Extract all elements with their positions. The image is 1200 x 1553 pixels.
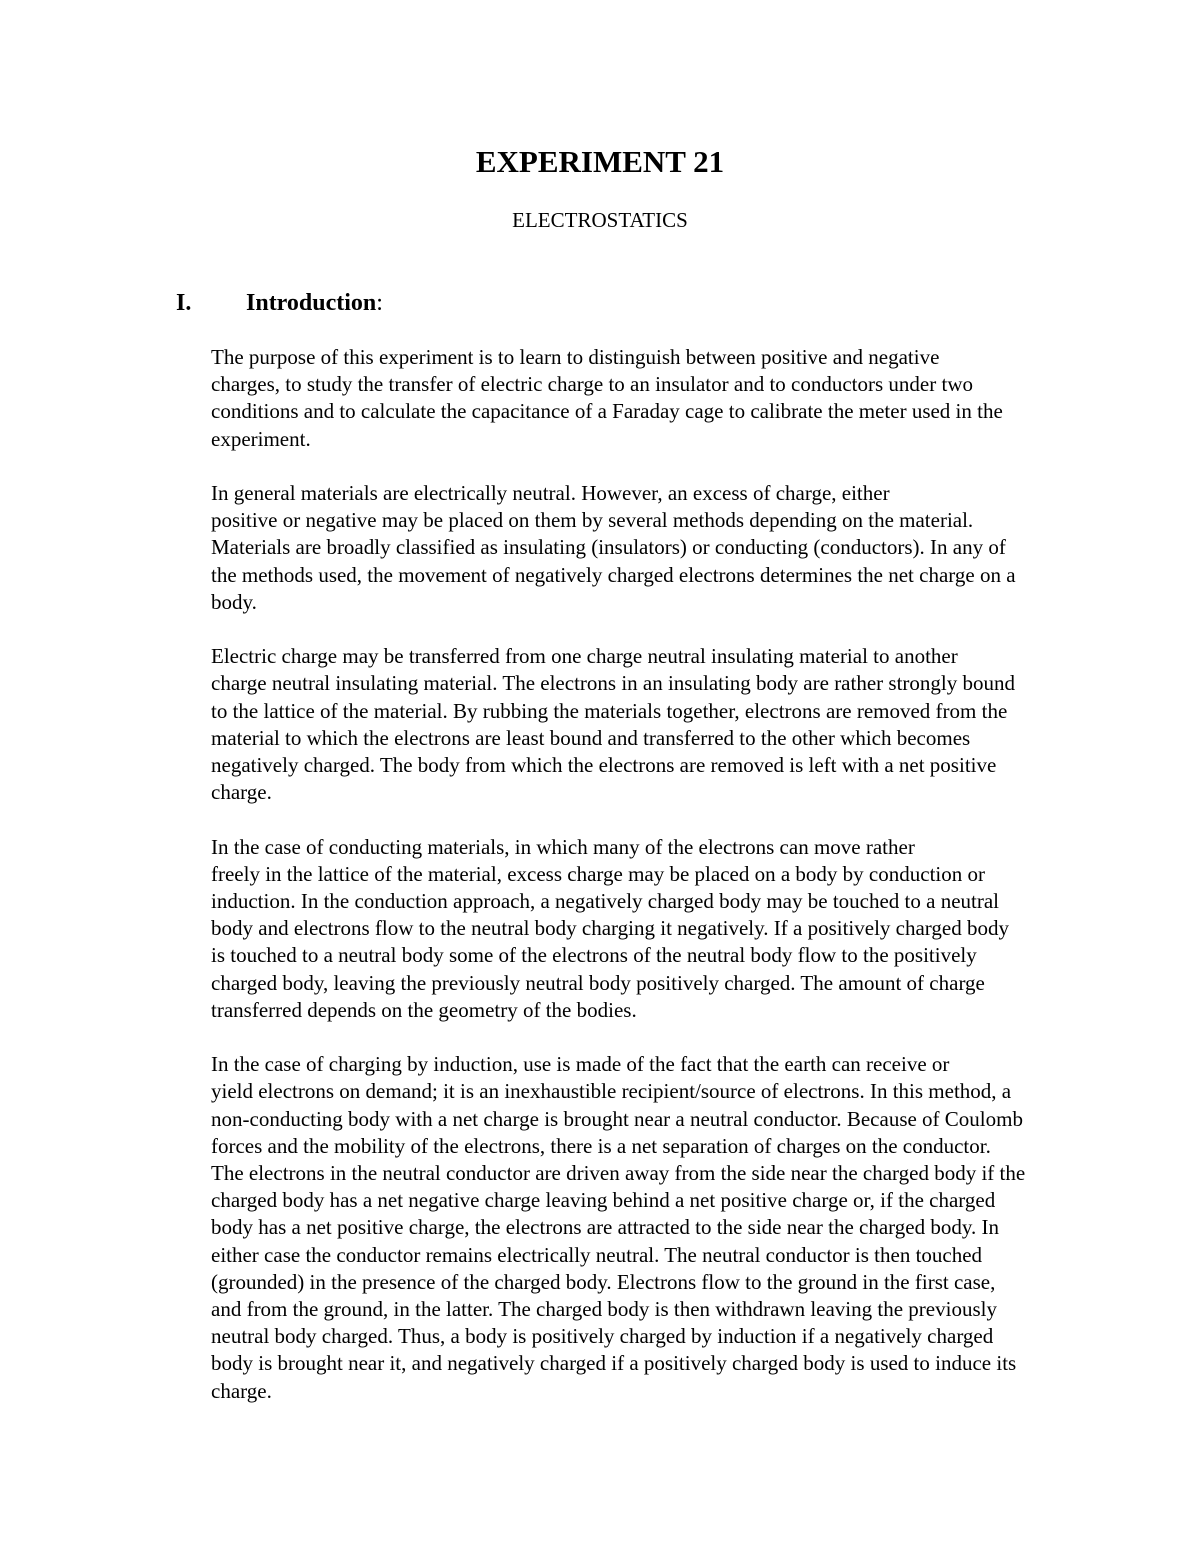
text-line: In the case of conducting materials, in which many of the electrons can move rather — [211, 834, 915, 859]
text-line: the methods used, the movement of negatively charged electrons determines the net charge on a — [211, 562, 1016, 587]
text-line: body and electrons flow to the neutral body charging it negatively. If a positively charged body — [211, 916, 1009, 941]
introduction-body — [142, 344, 1062, 1432]
text-line: induction. In the conduction approach, a negatively charged body may be touched to a neutral — [211, 889, 1000, 914]
text-line: body is brought near it, and negatively charged if a positively charged body is used to induce its — [211, 1351, 1017, 1376]
text-line: and from the ground, in the latter. The charged body is then withdrawn leaving the previously — [211, 1297, 997, 1322]
paragraph — [142, 1051, 1062, 1405]
text-line: (grounded) in the presence of the charged body. Electrons flow to the ground in the first case, — [211, 1269, 996, 1294]
text-line: charge neutral insulating material. The electrons in an insulating body are rather strongly bound — [211, 671, 1015, 696]
text-line: freely in the lattice of the material, excess charge may be placed on a body by conduction or — [211, 861, 985, 886]
text-line: charged body has a net negative charge leaving behind a net positive charge or, if the charged — [211, 1188, 996, 1213]
text-line: charged body, leaving the previously neutral body positively charged. The amount of charge — [211, 970, 985, 995]
text-line: charge. — [211, 1378, 272, 1403]
text-line: The purpose of this experiment is to learn to distinguish between positive and negative — [211, 345, 940, 369]
paragraph — [142, 480, 1062, 616]
text-line: body. — [211, 589, 257, 614]
text-line: body has a net positive charge, the electrons are attracted to the side near the charged body. In — [211, 1215, 999, 1240]
text-line: material to which the electrons are least bound and transferred to the other which becomes — [211, 725, 971, 750]
text-line: In general materials are electrically neutral. However, an excess of charge, either — [211, 481, 890, 505]
text-line: charge. — [211, 780, 272, 805]
text-line: yield electrons on demand; it is an inexhaustible recipient/source of electrons. In this method, a — [211, 1079, 1012, 1104]
section-heading — [176, 288, 383, 318]
text-line: neutral body charged. Thus, a body is positively charged by induction if a negatively charged — [211, 1324, 994, 1349]
document-subtitle: ELECTROSTATICS — [512, 208, 688, 232]
text-line: to the lattice of the material. By rubbing the materials together, electrons are removed from the — [211, 698, 1008, 723]
section-colon: : — [376, 290, 383, 316]
section-number: I. — [176, 290, 192, 316]
text-line: positive or negative may be placed on them by several methods depending on the material. — [211, 508, 974, 533]
text-line: Electric charge may be transferred from one charge neutral insulating material to another — [211, 644, 958, 669]
text-line: is touched to a neutral body some of the electrons of the neutral body flow to the positively — [211, 943, 977, 968]
document-title: EXPERIMENT 21 — [475, 144, 725, 179]
text-line: conditions and to calculate the capacitance of a Faraday cage to calibrate the meter used in the — [211, 399, 1003, 424]
paragraph — [142, 643, 1062, 806]
text-line: The electrons in the neutral conductor are driven away from the side near the charged body if the — [211, 1161, 1026, 1186]
section-title: Introduction — [246, 290, 377, 316]
text-line: either case the conductor remains electrically neutral. The neutral conductor is then touched — [211, 1242, 983, 1267]
text-line: In the case of charging by induction, use is made of the fact that the earth can receive or — [211, 1052, 950, 1077]
text-line: charges, to study the transfer of electric charge to an insulator and to conductors under two — [211, 372, 973, 397]
text-line: experiment. — [211, 426, 311, 451]
text-line: negatively charged. The body from which the electrons are removed is left with a net positive — [211, 753, 997, 778]
text-line: Materials are broadly classified as insulating (insulators) or conducting (conductors). In any of — [211, 535, 1006, 560]
text-line: transferred depends on the geometry of the bodies. — [211, 997, 637, 1022]
paragraph — [142, 344, 1062, 453]
paragraph — [142, 834, 1062, 1024]
text-line: forces and the mobility of the electrons, there is a net separation of charges on the conductor. — [211, 1133, 991, 1158]
text-line: non-conducting body with a net charge is brought near a neutral conductor. Because of Coulomb — [211, 1106, 1023, 1131]
